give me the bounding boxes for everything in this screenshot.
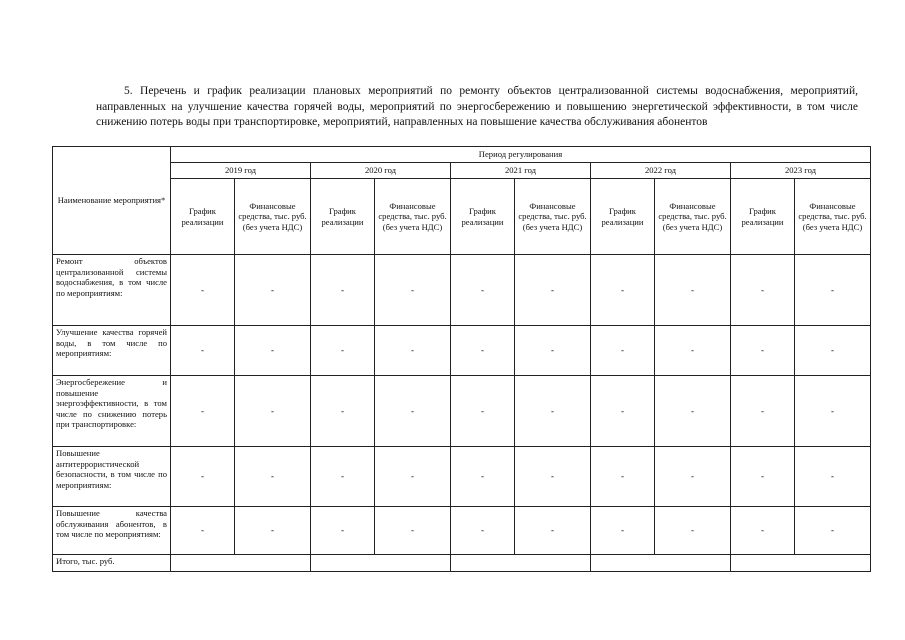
table-cell: - xyxy=(311,447,375,507)
table-cell: - xyxy=(311,326,375,376)
total-cell xyxy=(171,555,311,572)
total-cell xyxy=(591,555,731,572)
table-cell: - xyxy=(515,376,591,447)
schedule-header: График реализации xyxy=(591,179,655,255)
year-header: 2023 год xyxy=(731,163,871,179)
total-label: Итого, тыс. руб. xyxy=(53,555,171,572)
schedule-header: График реализации xyxy=(451,179,515,255)
finance-header: Финансовые средства, тыс. руб. (без учета НДС) xyxy=(655,179,731,255)
row-name: Ремонт объектов централизованной системы водоснабжения, в том числе по мероприятиям: xyxy=(53,255,171,326)
table-cell: - xyxy=(451,376,515,447)
table-cell: - xyxy=(591,507,655,555)
table-cell: - xyxy=(375,447,451,507)
table-cell: - xyxy=(591,326,655,376)
table-cell: - xyxy=(235,507,311,555)
row-name: Энергосбережение и повышение энергоэффективности, в том числе по снижению потерь при транспортировке: xyxy=(53,376,171,447)
table-cell: - xyxy=(591,447,655,507)
table-cell: - xyxy=(655,507,731,555)
table-cell: - xyxy=(171,447,235,507)
table-cell: - xyxy=(375,326,451,376)
year-header: 2019 год xyxy=(171,163,311,179)
table-cell: - xyxy=(235,376,311,447)
table-cell: - xyxy=(731,255,795,326)
table-cell: - xyxy=(655,255,731,326)
table-row xyxy=(53,507,871,555)
schedule-header: График реализации xyxy=(311,179,375,255)
finance-header: Финансовые средства, тыс. руб. (без учета НДС) xyxy=(375,179,451,255)
plan-table xyxy=(52,146,871,572)
schedule-header: График реализации xyxy=(731,179,795,255)
row-name: Повышение качества обслуживания абонентов, в том числе по мероприятиям: xyxy=(53,507,171,555)
row-name: Улучшение качества горячей воды, в том числе по мероприятиям: xyxy=(53,326,171,376)
table-cell: - xyxy=(235,326,311,376)
table-cell: - xyxy=(451,507,515,555)
table-cell: - xyxy=(171,255,235,326)
table-cell: - xyxy=(795,447,871,507)
table-cell: - xyxy=(171,507,235,555)
table-cell: - xyxy=(655,326,731,376)
finance-header: Финансовые средства, тыс. руб. (без учета НДС) xyxy=(795,179,871,255)
table-cell: - xyxy=(311,255,375,326)
table-cell: - xyxy=(451,447,515,507)
year-header: 2021 год xyxy=(451,163,591,179)
table-cell: - xyxy=(731,376,795,447)
table-cell: - xyxy=(731,447,795,507)
name-column-header: Наименование мероприятия* xyxy=(53,147,171,255)
total-row xyxy=(53,555,871,572)
table-cell: - xyxy=(515,255,591,326)
table-cell: - xyxy=(591,255,655,326)
section-heading xyxy=(96,84,858,131)
table-row xyxy=(53,255,871,326)
table-cell: - xyxy=(515,447,591,507)
table-cell: - xyxy=(795,507,871,555)
table-cell: - xyxy=(451,326,515,376)
finance-header: Финансовые средства, тыс. руб. (без учета НДС) xyxy=(235,179,311,255)
table-cell: - xyxy=(375,376,451,447)
section-heading-text: 5. Перечень и график реализации плановых мероприятий по ремонту объектов централизованной системы водоснабжения, мероприятий, направленных на улучшение качества горячей воды, мероприятий по энергосбережению и повышению энергетической эффективности, в том числе снижению потерь воды при транспортировке, мероприятий, направленных на повышение качества обслуживания абонентов xyxy=(96,85,858,128)
table-cell: - xyxy=(375,255,451,326)
table-cell: - xyxy=(515,507,591,555)
table-cell: - xyxy=(235,447,311,507)
table-cell: - xyxy=(795,376,871,447)
row-name: Повышение антитеррористической безопасности, в том числе по мероприятиям: xyxy=(53,447,171,507)
table-row xyxy=(53,447,871,507)
year-header: 2022 год xyxy=(591,163,731,179)
finance-header: Финансовые средства, тыс. руб. (без учета НДС) xyxy=(515,179,591,255)
table-row xyxy=(53,376,871,447)
table-cell: - xyxy=(655,376,731,447)
table-cell: - xyxy=(171,376,235,447)
table-cell: - xyxy=(591,376,655,447)
table-cell: - xyxy=(375,507,451,555)
total-cell xyxy=(311,555,451,572)
total-cell xyxy=(451,555,591,572)
schedule-header: График реализации xyxy=(171,179,235,255)
table-cell: - xyxy=(795,326,871,376)
year-header: 2020 год xyxy=(311,163,451,179)
table-cell: - xyxy=(311,376,375,447)
table-cell: - xyxy=(451,255,515,326)
total-cell xyxy=(731,555,871,572)
table-cell: - xyxy=(515,326,591,376)
table-cell: - xyxy=(655,447,731,507)
table-cell: - xyxy=(235,255,311,326)
table-row xyxy=(53,326,871,376)
table-cell: - xyxy=(731,507,795,555)
table-cell: - xyxy=(311,507,375,555)
table-cell: - xyxy=(171,326,235,376)
table-cell: - xyxy=(731,326,795,376)
period-header: Период регулирования xyxy=(171,147,871,163)
table-cell: - xyxy=(795,255,871,326)
